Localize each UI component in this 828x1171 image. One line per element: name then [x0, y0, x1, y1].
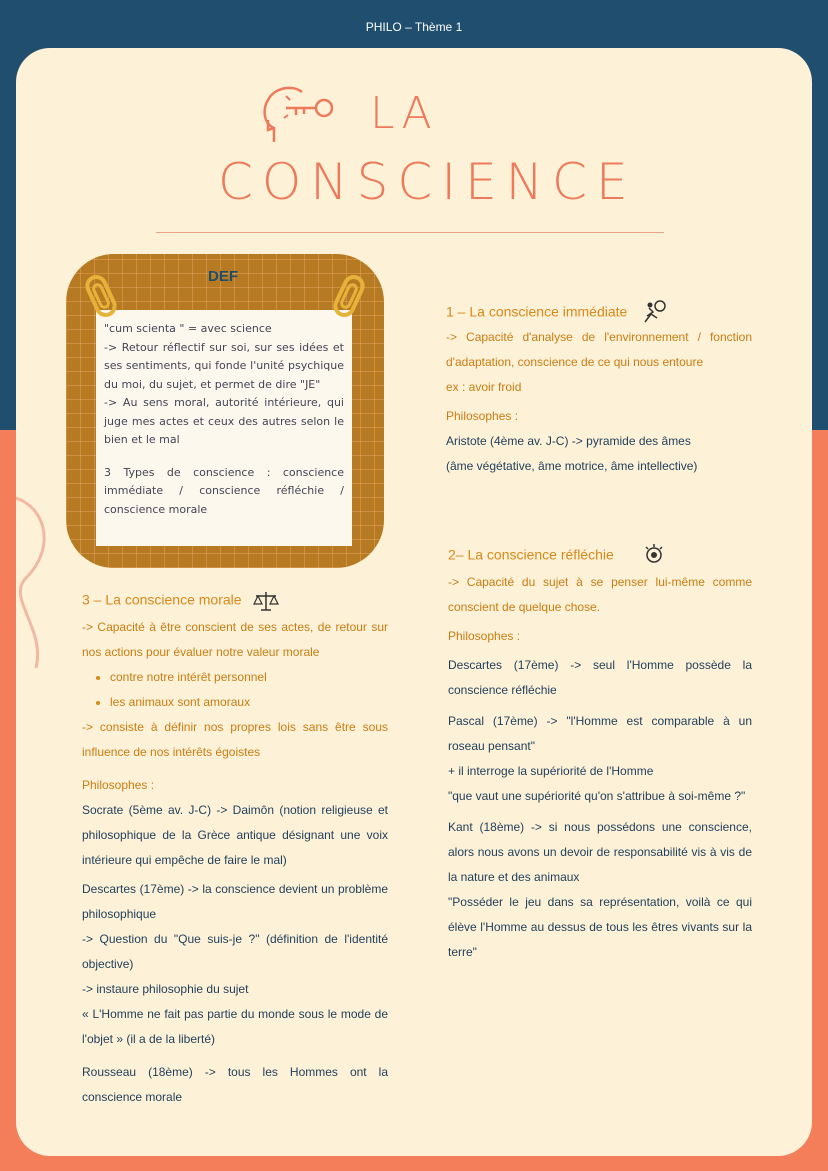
- section-1-title-text: 1 – La conscience immédiate: [446, 303, 628, 320]
- s3-philo-label: Philosophes :: [82, 778, 155, 792]
- scales-icon: [253, 590, 279, 612]
- title-line-2: CONSCIENCE: [218, 153, 637, 211]
- s3-descartes-2: -> Question du "Que suis-je ?" (définition de l'identité objective): [82, 932, 388, 971]
- def-paper: [96, 310, 352, 546]
- s3-bullet: • les animaux sont amoraux: [110, 690, 388, 715]
- s2-descartes: Descartes (17ème) -> seul l'Homme possède la conscience réfléchie: [448, 658, 752, 697]
- page-header: PHILO – Thème 1: [365, 20, 463, 34]
- title-divider: [156, 232, 664, 233]
- section-2-body: [448, 570, 752, 965]
- section-3-body: [82, 615, 388, 1110]
- paperclip-left-icon: [84, 272, 124, 322]
- def-line: 3 Types de conscience : conscience immédiate / conscience réfléchie / conscience morale: [104, 465, 344, 516]
- s1-definition: -> Capacité d'analyse de l'environnement / fonction d'adaptation, conscience de ce qui nous entoure: [446, 330, 752, 369]
- section-1-title: [446, 300, 667, 326]
- s1-ames: (âme végétative, âme motrice, âme intellective): [446, 459, 698, 473]
- s2-pascal: Pascal (17ème) -> "l'Homme est comparable à un roseau pensant": [448, 714, 752, 753]
- s2-definition: -> Capacité du sujet à se penser lui-même comme conscient de quelque chose.: [448, 575, 752, 614]
- def-line: -> Au sens moral, autorité intérieure, qui juge mes actes et ceux des autres selon le bien et le mal: [104, 396, 344, 446]
- def-label: DEF: [208, 268, 238, 285]
- s2-kant: Kant (18ème) -> si nous possédons une conscience, alors nous avons un devoir de responsabilité vis à vis de la nature et des animaux: [448, 820, 752, 884]
- s3-descartes-4: « L'Homme ne fait pas partie du monde sous le mode de l'objet » (il a de la liberté): [82, 1007, 388, 1046]
- running-clock-icon: [639, 300, 667, 326]
- section-2-title: [448, 544, 666, 568]
- s1-philo-label: Philosophes :: [446, 409, 519, 423]
- head-key-icon: [256, 80, 346, 150]
- s3-descartes-3: -> instaure philosophie du sujet: [82, 982, 249, 996]
- s3-rousseau: Rousseau (18ème) -> tous les Hommes ont la conscience morale: [82, 1065, 388, 1104]
- s2-pascal-2: + il interroge la supériorité de l'Homme: [448, 764, 654, 778]
- section-3-title-text: 3 – La conscience morale: [82, 591, 242, 608]
- s1-example: ex : avoir froid: [446, 380, 522, 394]
- s2-philo-label: Philosophes :: [448, 629, 521, 643]
- section-2-title-text: 2– La conscience réfléchie: [448, 546, 614, 563]
- section-1-body: [446, 325, 752, 479]
- s3-definition-2: -> consiste à définir nos propres lois sans être sous influence de nos intérêts égoistes: [82, 720, 388, 759]
- def-line: "cum scienta " = avec science: [104, 322, 272, 335]
- s2-pascal-3: "que vaut une supériorité qu'on s'attribue à soi-même ?": [448, 789, 746, 803]
- paperclip-right-icon: [328, 272, 368, 322]
- s1-aristote: Aristote (4ème av. J-C) -> pyramide des âmes: [446, 434, 691, 448]
- s3-bullet: • contre notre intérêt personnel: [110, 665, 388, 690]
- content-card: [16, 48, 812, 1156]
- lightbulb-target-icon: [626, 544, 666, 568]
- def-line: -> Retour réflectif sur soi, sur ses idées et ses sentiments, qui fonde l'unité psychique du moi, du sujet, et permet de dire "JE": [104, 340, 344, 391]
- section-3-title: [82, 590, 279, 612]
- s3-definition: -> Capacité à être conscient de ses actes, de retour sur nos actions pour évaluer notre valeur morale: [82, 620, 388, 659]
- s3-socrate: Socrate (5ème av. J-C) -> Daimôn (notion religieuse et philosophique de la Grèce antique désignant une voix intérieure qui empêche de faire le mal): [82, 803, 388, 867]
- s3-descartes: Descartes (17ème) -> la conscience devient un problème philosophique: [82, 882, 388, 921]
- title-line-1: LA: [370, 88, 438, 139]
- s3-bullets: [82, 665, 388, 715]
- s2-kant-2: "Posséder le jeu dans sa représentation, voilà ce qui élève l'Homme au dessus de tous les êtres vivants sur la terre": [448, 895, 752, 959]
- definition-box: [66, 254, 384, 568]
